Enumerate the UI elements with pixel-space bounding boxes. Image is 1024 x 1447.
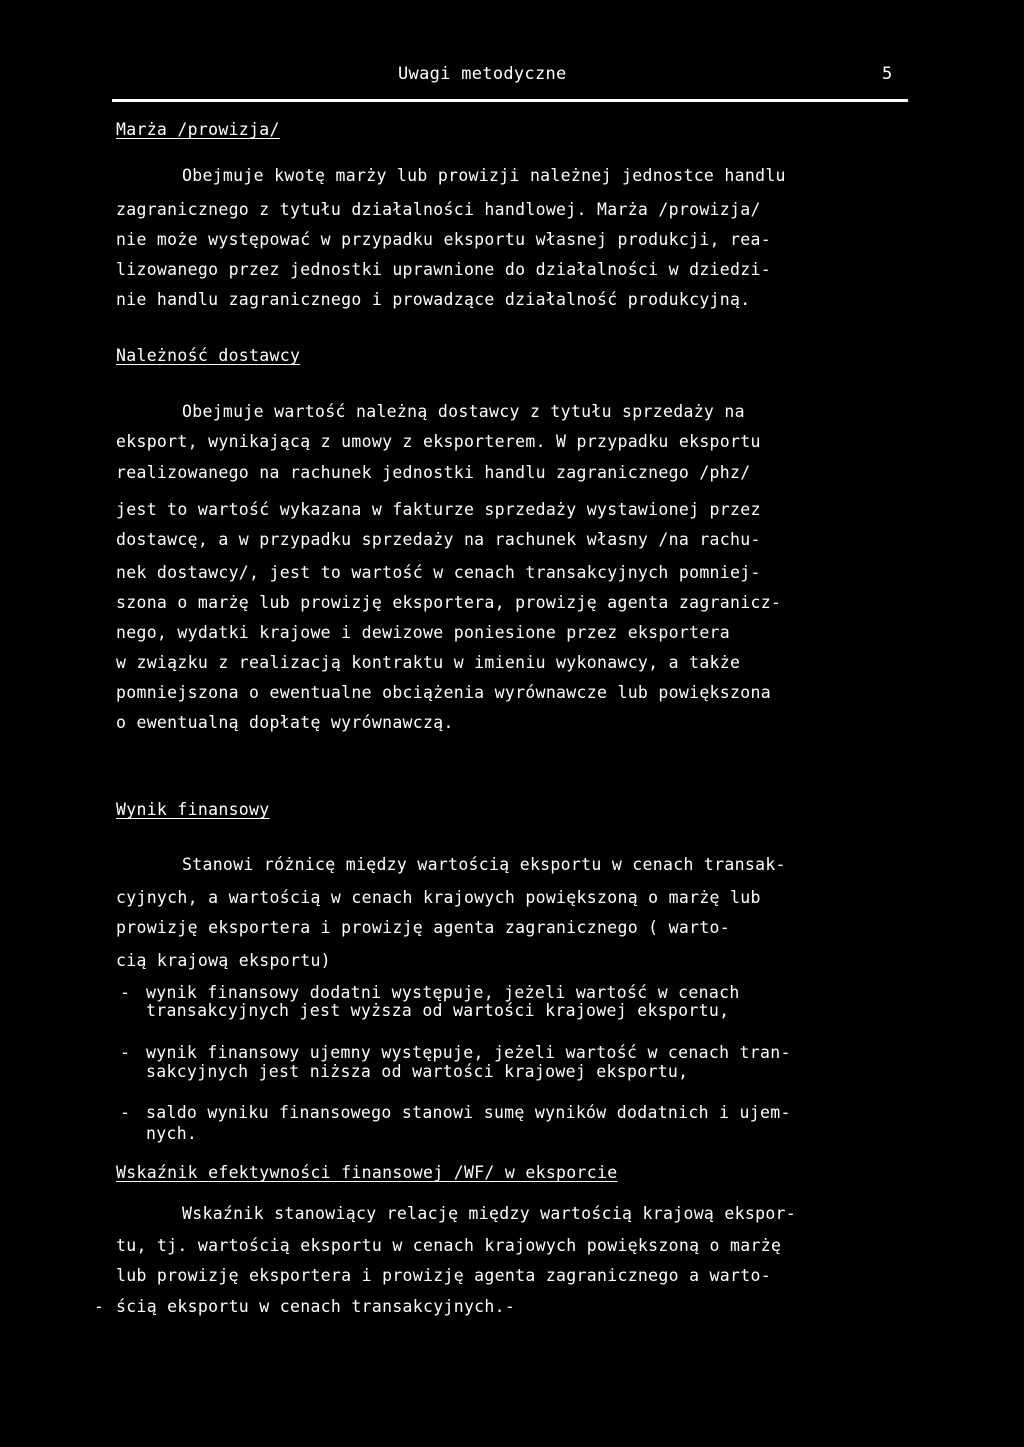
section-heading-wskaznik: Wskaźnik efektywności finansowej /WF/ w eksporcie — [116, 1163, 618, 1182]
paragraph-line: Stanowi różnicę między wartością eksportu w cenach transak- — [182, 855, 786, 874]
margin-dash: - — [94, 1297, 105, 1316]
bullet-line: wynik finansowy dodatni występuje, jeżeli wartość w cenach — [146, 983, 740, 1002]
paragraph-line: cyjnych, a wartością w cenach krajowych powiększoną o marżę lub — [116, 888, 761, 907]
paragraph-line: nego, wydatki krajowe i dewizowe poniesione przez eksportera — [116, 623, 731, 642]
paragraph-line: dostawcę, a w przypadku sprzedaży na rachunek własny /na rachu- — [116, 530, 761, 549]
paragraph-line: realizowanego na rachunek jednostki handlu zagranicznego /phz/ — [116, 463, 751, 482]
paragraph-line: lub prowizję eksportera i prowizję agenta zagranicznego a warto- — [116, 1266, 771, 1285]
bullet-dash: - — [120, 1043, 131, 1062]
paragraph-line: ścią eksportu w cenach transakcyjnych.- — [116, 1297, 516, 1316]
running-header-title: Uwagi metodyczne — [398, 64, 567, 84]
paragraph-line: cią krajową eksportu) — [116, 951, 331, 970]
paragraph-line: eksport, wynikającą z umowy z eksporterem. W przypadku eksportu — [116, 432, 761, 451]
bullet-dash: - — [120, 1103, 131, 1122]
section-heading-marza: Marża /prowizja/ — [116, 120, 280, 139]
paragraph-line: nie handlu zagranicznego i prowadzące działalność produkcyjną. — [116, 290, 751, 309]
paragraph-line: Wskaźnik stanowiący relację między wartością krajową ekspor- — [182, 1204, 797, 1223]
paragraph-line: tu, tj. wartością eksportu w cenach krajowych powiększoną o marżę — [116, 1236, 782, 1255]
bullet-line: nych. — [146, 1124, 198, 1143]
bullet-dash: - — [120, 983, 131, 1002]
paragraph-line: lizowanego przez jednostki uprawnione do działalności w dziedzi- — [116, 260, 771, 279]
paragraph-line: zagranicznego z tytułu działalności handlowej. Marża /prowizja/ — [116, 200, 761, 219]
bullet-line: sakcyjnych jest niższa od wartości krajowej eksportu, — [146, 1062, 689, 1081]
paragraph-line: nie może występować w przypadku eksportu własnej produkcji, rea- — [116, 230, 771, 249]
bullet-line: saldo wyniku finansowego stanowi sumę wyników dodatnich i ujem- — [146, 1103, 791, 1122]
bullet-line: transakcyjnych jest wyższa od wartości krajowej eksportu, — [146, 1001, 730, 1020]
paragraph-line: w związku z realizacją kontraktu w imieniu wykonawcy, a także — [116, 653, 741, 672]
paragraph-line: Obejmuje kwotę marży lub prowizji należnej jednostce handlu — [182, 166, 786, 185]
header-rule — [112, 99, 908, 102]
bullet-line: wynik finansowy ujemny występuje, jeżeli wartość w cenach tran- — [146, 1043, 791, 1062]
paragraph-line: jest to wartość wykazana w fakturze sprzedaży wystawionej przez — [116, 500, 761, 519]
paragraph-line: o ewentualną dopłatę wyrównawczą. — [116, 713, 454, 732]
section-heading-wynik: Wynik finansowy — [116, 800, 270, 819]
paragraph-line: nek dostawcy/, jest to wartość w cenach transakcyjnych pomniej- — [116, 563, 761, 582]
paragraph-line: pomniejszona o ewentualne obciążenia wyrównawcze lub powiększona — [116, 683, 771, 702]
section-heading-naleznosc: Należność dostawcy — [116, 346, 301, 365]
paragraph-line: Obejmuje wartość należną dostawcy z tytułu sprzedaży na — [182, 402, 745, 421]
paragraph-line: szona o marżę lub prowizję eksportera, prowizję agenta zagranicz- — [116, 593, 782, 612]
page-number: 5 — [882, 64, 893, 84]
paragraph-line: prowizję eksportera i prowizję agenta zagranicznego ( warto- — [116, 918, 731, 937]
